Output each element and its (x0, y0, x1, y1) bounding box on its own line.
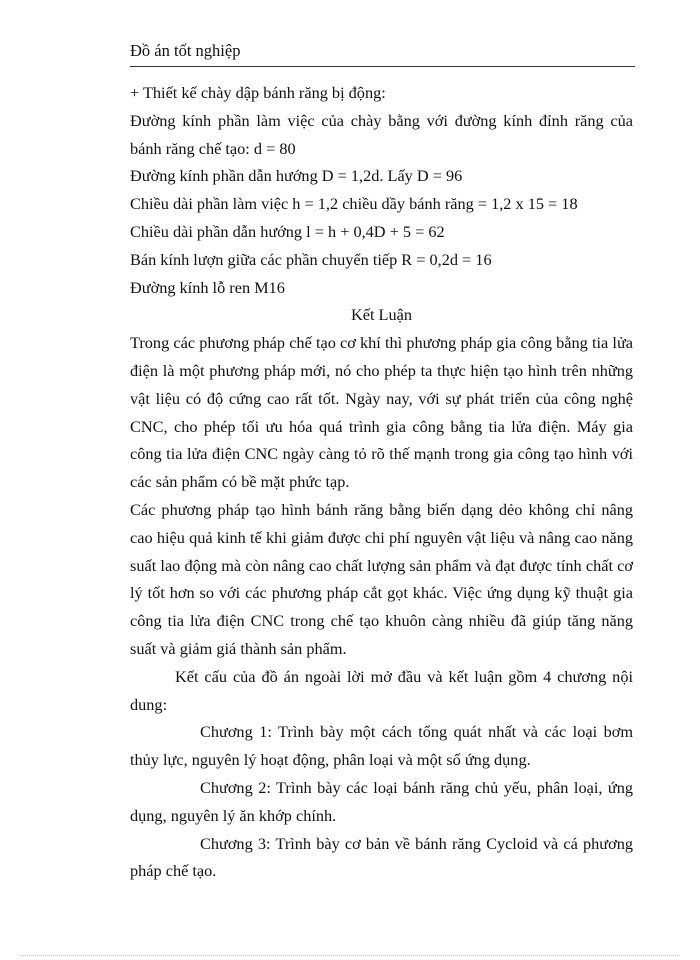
document-body (130, 79, 633, 885)
design-line: Chiều dài phần làm việc h = 1,2 chiều dầy bánh răng = 1,2 x 15 = 18 (130, 194, 578, 214)
design-line: Đường kính phần làm việc của chày bằng với đường kính đỉnh răng của bánh răng chế tạo: d = 80 (130, 110, 633, 158)
design-line: Chiều dài phần dẫn hướng l = h + 0,4D + 5 = 62 (130, 221, 445, 241)
header-title: Đồ án tốt nghiệp (130, 41, 241, 60)
conclusion-paragraph: Trong các phương pháp chế tạo cơ khí thì phương pháp gia công bằng tia lửa điện là một phương pháp mới, nó cho phép ta thực hiện tạo hình trên những vật liệu có độ cứng cao rất tốt. Ngày nay, với sự phát triển của công nghệ CNC, cho phép tối ưu hóa quá trình gia công bằng tia lửa điện. Máy gia công tia lửa điện CNC ngày càng tỏ rõ thế mạnh trong gia công tạo hình với các sản phẩm có bề mặt phức tạp. (130, 333, 633, 492)
design-line: Đường kính phần dẫn hướng D = 1,2d. Lấy D = 96 (130, 166, 463, 186)
page-bottom-divider (20, 955, 680, 956)
page-header (130, 40, 635, 67)
chapter-item: Chương 1: Trình bày một cách tổng quát nhất và các loại bơm thủy lực, nguyên lý hoạt động, phân loại và một số ứng dụng. (130, 722, 633, 770)
chapter-item: Chương 2: Trình bày các loại bánh răng chủ yếu, phân loại, ứng dụng, nguyên lý ăn khớp chính. (130, 777, 633, 825)
design-line: Bán kính lượn giữa các phần chuyển tiếp R = 0,2d = 16 (130, 249, 492, 269)
design-line: Đường kính lỗ ren M16 (130, 277, 285, 297)
structure-intro: Kết cấu của đồ án ngoài lời mở đầu và kết luận gồm 4 chương nội dung: (130, 666, 633, 714)
design-heading: + Thiết kế chày dập bánh răng bị động: (130, 83, 386, 102)
conclusion-title: Kết Luận (350, 305, 413, 325)
conclusion-paragraph: Các phương pháp tạo hình bánh răng bằng biến dạng dẻo không chỉ nâng cao hiệu quả kinh tế khi giảm được chi phí nguyên vật liệu và nâng cao năng suất lao động mà còn nâng cao chất lượng sản phẩm và đạt được tính chất cơ lý tốt hơn so với các phương pháp cắt gọt khác. Việc ứng dụng kỹ thuật gia công tia lửa điện CNC trong chế tạo khuôn càng nhiều đã giúp tăng năng suất và giảm giá thành sản phẩm. (130, 499, 633, 658)
chapter-item: Chương 3: Trình bày cơ bản về bánh răng Cycloid và cá phương pháp chế tạo. (130, 833, 633, 881)
